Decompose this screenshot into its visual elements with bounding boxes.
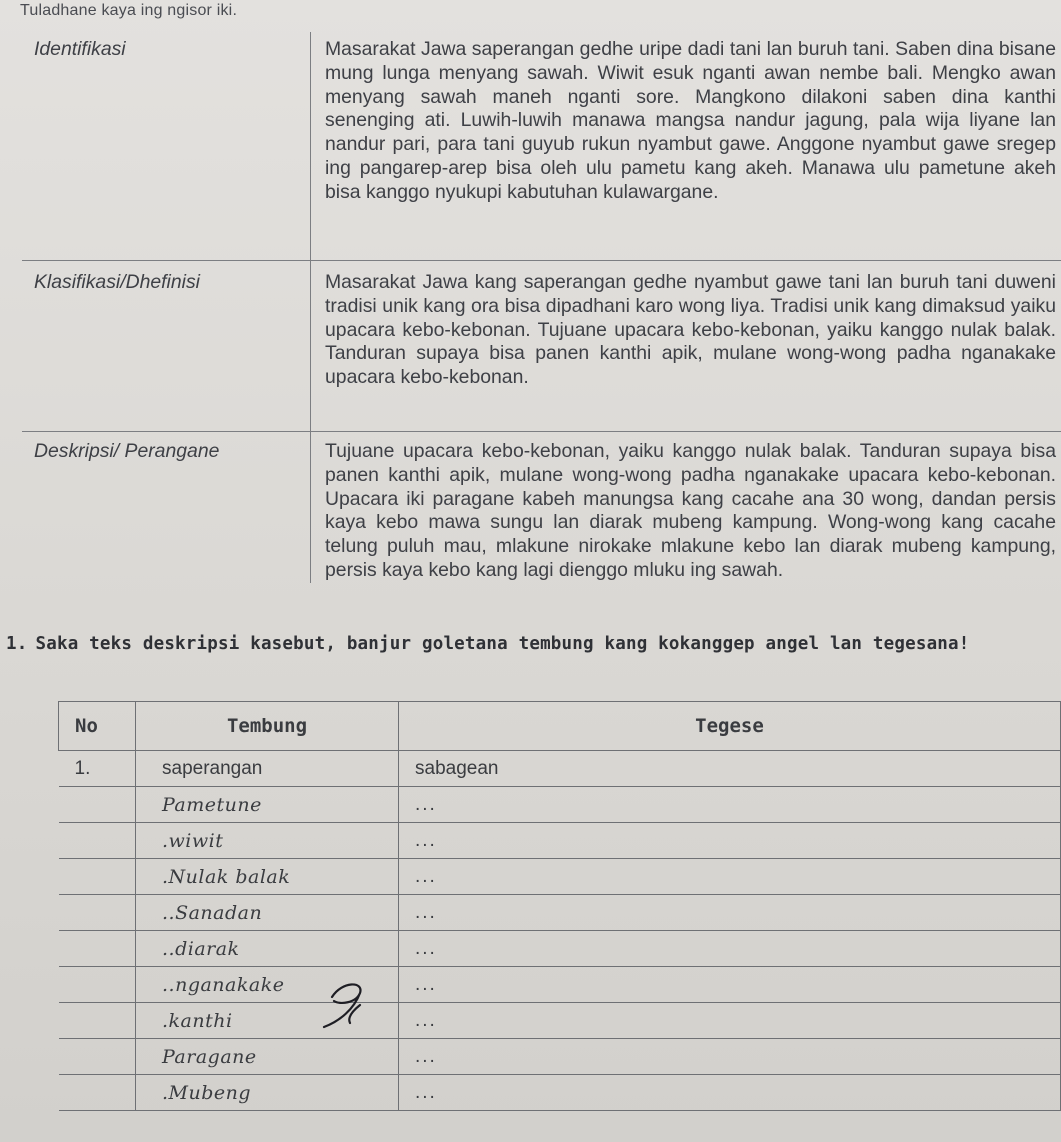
row-meaning: ... <box>399 823 1061 859</box>
row-no <box>59 823 136 859</box>
structure-content: Masarakat Jawa kang saperangan gedhe nyambut gawe tani lan buruh tani duweni tradisi unik kang ora bisa dipadhani karo wong liya. Tradisi unik kang dimaksud yaiku upacara kebo-kebonan. Tujuane upacara kebo-kebonan, yaiku kanggo nulak balak. Tanduran supaya bisa panen kanthi apik, mulane wong-wong padha nganakake upacara kebo-kebonan. <box>311 261 1061 432</box>
question-number: 1. <box>6 634 28 654</box>
row-no <box>59 787 136 823</box>
row-word-handwritten: .kanthi <box>136 1003 399 1039</box>
row-meaning: ... <box>399 859 1061 895</box>
header-meaning: Tegese <box>399 702 1061 751</box>
structure-label: Klasifikasi/Dhefinisi <box>22 261 311 432</box>
structure-content: Masarakat Jawa saperangan gedhe uripe dadi tani lan buruh tani. Saben dina bisane mung lunga menyang sawah. Wiwit esuk nganti awan nembe bali. Mengko awan menyang sawah maneh nganti sore. Mangkono dilakoni saben dina kanthi senenging ati. Luwih-luwih manawa mangsa nandur jagung, pala wija liyane lan nandur pari, para tani guyub rukun nyambut gawe. Anggone nyambut gawe sregep ing pangarep-arep bisa oleh ulu pametu kang akeh. Manawa ulu pametune akeh bisa kanggo nyukupi kabutuhan kulawargane. <box>325 38 1056 203</box>
text-structure-table <box>22 32 1061 583</box>
row-meaning: sabagean <box>399 751 1061 787</box>
row-word-handwritten: ..Sanadan <box>136 895 399 931</box>
row-word-handwritten: Pametune <box>136 787 399 823</box>
table-row <box>59 823 1061 859</box>
row-word-handwritten: Paragane <box>136 1039 399 1075</box>
row-no <box>59 931 136 967</box>
structure-label: Deskripsi/ Perangane <box>22 432 311 583</box>
row-no <box>59 967 136 1003</box>
table-row <box>59 787 1061 823</box>
row-meaning: ... <box>399 1003 1061 1039</box>
row-meaning: ... <box>399 931 1061 967</box>
row-meaning: ... <box>399 1039 1061 1075</box>
row-no <box>59 1075 136 1111</box>
row-no <box>59 1003 136 1039</box>
question-text: Saka teks deskripsi kasebut, banjur goletana tembung kang kokanggep angel lan tegesana! <box>35 634 970 654</box>
row-word-handwritten: .Nulak balak <box>136 859 399 895</box>
row-no: 1. <box>59 751 136 787</box>
table-row <box>59 751 1061 787</box>
instruction-text: Tuladhane kaya ing ngisor iki. <box>20 2 238 19</box>
row-word-handwritten: ..diarak <box>136 931 399 967</box>
table-row <box>59 1075 1061 1111</box>
row-meaning: ... <box>399 787 1061 823</box>
row-meaning: ... <box>399 895 1061 931</box>
table-row <box>59 1039 1061 1075</box>
vocab-table <box>58 701 1061 1111</box>
header-no: No <box>59 702 136 751</box>
row-word: saperangan <box>136 751 399 787</box>
structure-row-identifikasi <box>22 32 1061 261</box>
pen-scribble-mark <box>320 975 380 1035</box>
structure-label: Identifikasi <box>22 32 311 261</box>
table-row <box>59 895 1061 931</box>
row-word-handwritten: .Mubeng <box>136 1075 399 1111</box>
table-row <box>59 931 1061 967</box>
row-meaning: ... <box>399 1075 1061 1111</box>
header-word: Tembung <box>136 702 399 751</box>
table-row <box>59 967 1061 1003</box>
row-word-handwritten: .wiwit <box>136 823 399 859</box>
structure-row-deskripsi <box>22 432 1061 583</box>
vocab-header-row <box>59 702 1061 751</box>
question-1 <box>6 632 1056 656</box>
row-meaning: ... <box>399 967 1061 1003</box>
row-no <box>59 1039 136 1075</box>
row-no <box>59 895 136 931</box>
row-word-handwritten: ..nganakake <box>136 967 399 1003</box>
structure-row-klasifikasi <box>22 261 1061 432</box>
table-row <box>59 1003 1061 1039</box>
row-no <box>59 859 136 895</box>
table-row <box>59 859 1061 895</box>
structure-content: Tujuane upacara kebo-kebonan, yaiku kanggo nulak balak. Tanduran supaya bisa panen kanthi apik, mulane wong-wong padha nganakake upacara kebo-kebonan. Upacara iki paragane kabeh manungsa kang cacahe ana 30 wong, dandan persis kaya kebo mawa sungu lan diarak mubeng kampung. Wong-wong kang cacahe telung puluh mau, mlakune nirokake mlakune kebo lan diarak mubeng kampung, persis kaya kebo kang lagi dienggo mluku ing sawah. <box>311 432 1061 583</box>
